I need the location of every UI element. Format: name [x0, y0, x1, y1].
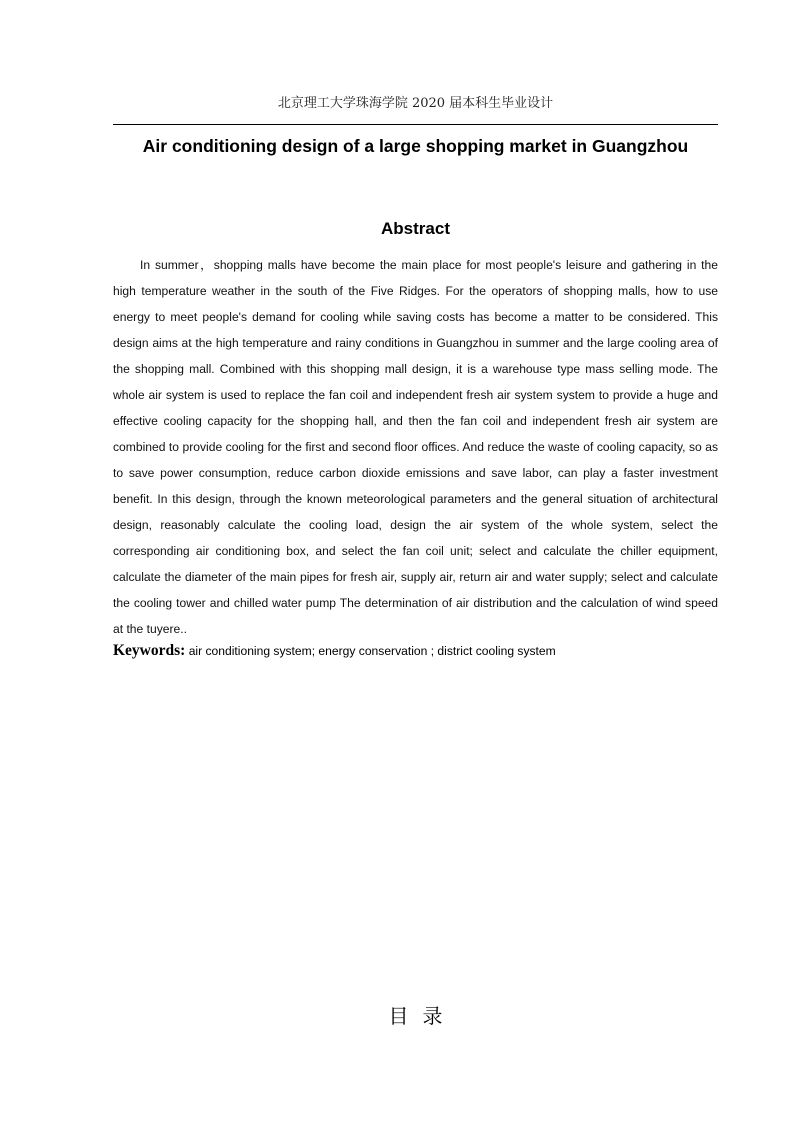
running-header: 北京理工大学珠海学院 2020 届本科生毕业设计 [277, 96, 554, 111]
header-rule [113, 124, 718, 125]
keywords-line [113, 640, 718, 662]
toc-heading: 目录 [388, 1004, 457, 1028]
keywords-label: Keywords: [113, 642, 186, 659]
keywords-text: air conditioning system; energy conservation ; district cooling system [188, 644, 556, 658]
abstract-heading: Abstract [381, 219, 450, 238]
thesis-title: Air conditioning design of a large shopping market in Guangzhou [142, 136, 689, 156]
abstract-body: In summer，shopping malls have become the main place for most people's leisure and gathering in the high temperature weather in the south of the Five Ridges. For the operators of shopping malls, how to use energy to meet people's demand for cooling while saving costs has become a matter to be considered. This design aims at the high temperature and rainy conditions in Guangzhou in summer and the large cooling area of the shopping mall. Combined with this shopping mall design, it is a warehouse type mass selling mode. The whole air system is used to replace the fan coil and independent fresh air system system to provide a huge and effective cooling capacity for the shopping hall, and then the fan coil and independent fresh air system are combined to provide cooling for the first and second floor offices. And reduce the waste of cooling capacity, so as to save power consumption, reduce carbon dioxide emissions and save labor, can play a faster investment benefit. In this design, through the known meteorological parameters and the general situation of architectural design, reasonably calculate the cooling load, design the air system of the whole system, select the corresponding air conditioning box, and select the fan coil unit; select and calculate the chiller equipment, calculate the diameter of the main pipes for fresh air, supply air, return air and water supply; select and calculate the cooling tower and chilled water pump The determination of air distribution and the calculation of wind speed at the tuyere.. [113, 258, 718, 636]
